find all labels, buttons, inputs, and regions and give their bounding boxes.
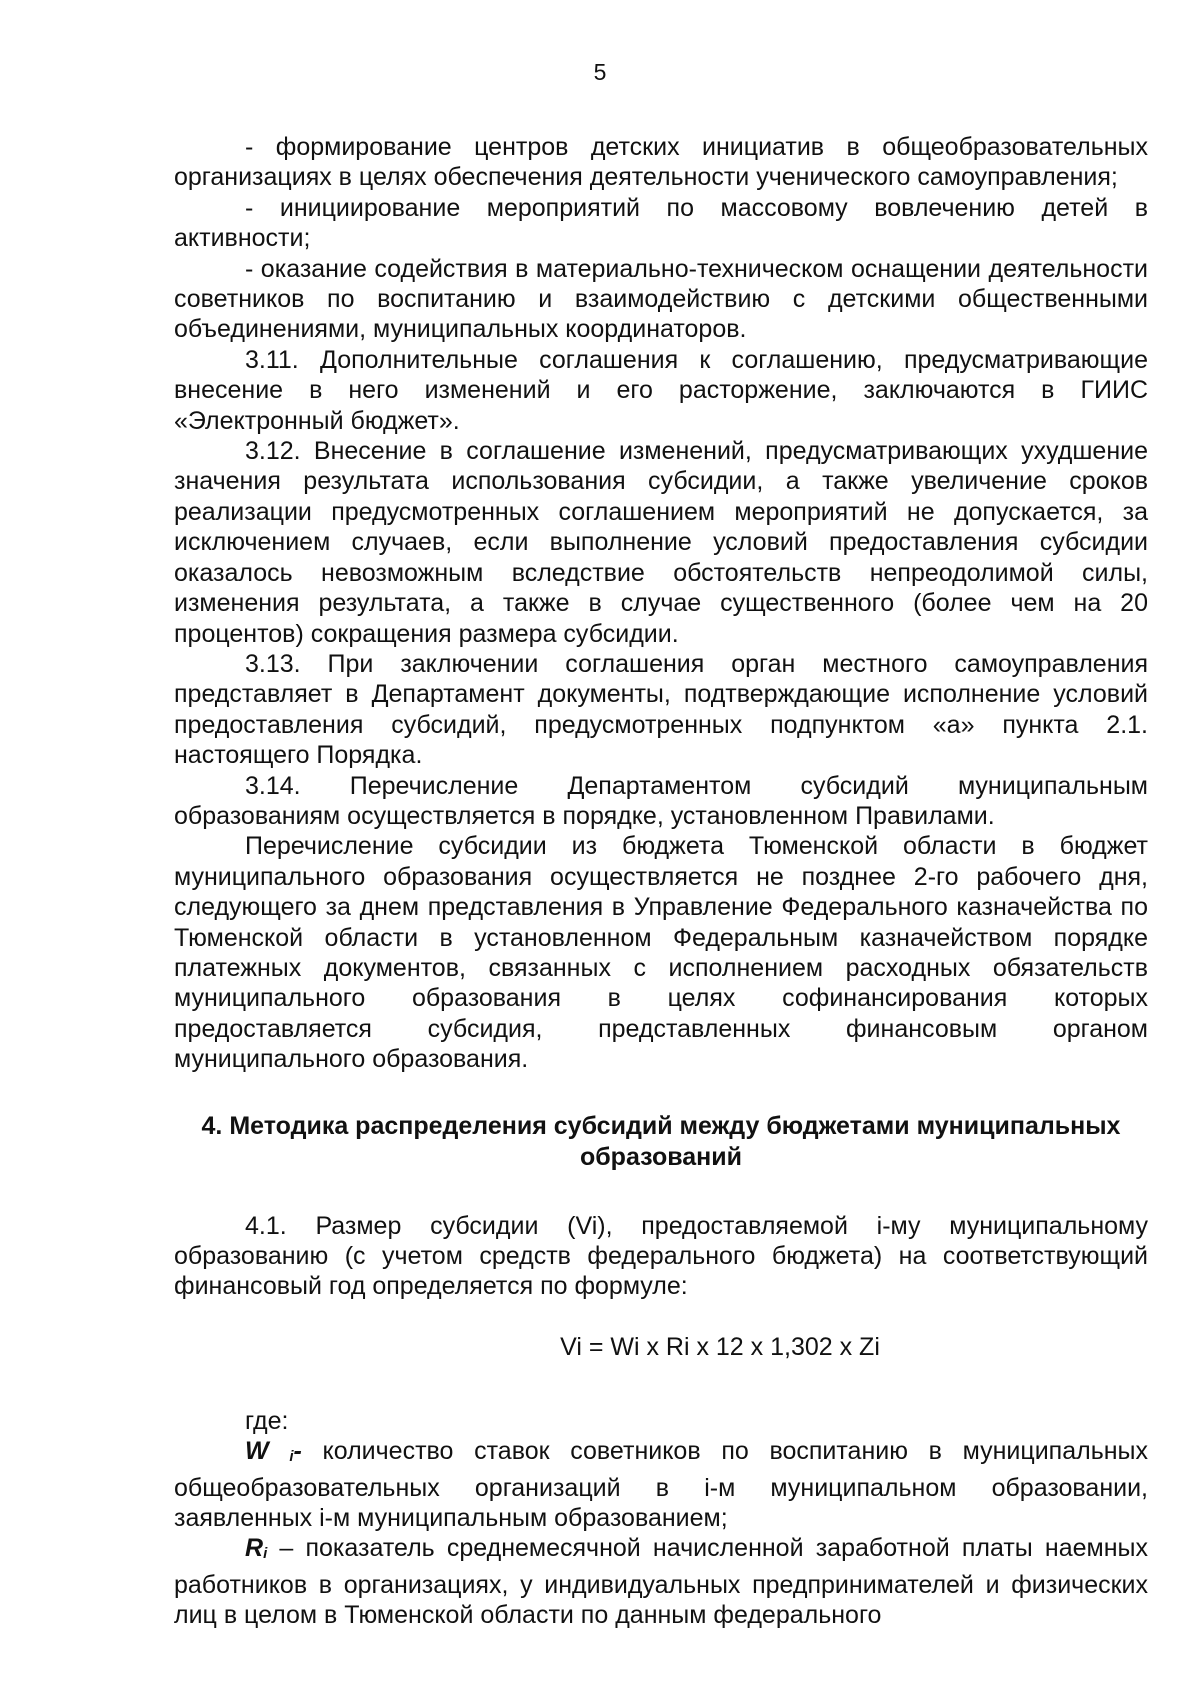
where-label: где: <box>245 1406 289 1435</box>
variable-r-symbol: Ri <box>245 1534 268 1563</box>
clause-3-11: 3.11. Дополнительные соглашения к соглашению, предусматривающие внесение в него изменений и его расторжение, заключаются в ГИИС «Электронный бюджет». <box>174 345 1148 435</box>
clause-3-13: 3.13. При заключении соглашения орган местного самоуправления представляет в Департамент документы, подтверждающие исполнение условий предоставления субсидий, предусмотренных подпунктом «а» пункта 2.1. настоящего Порядка. <box>174 649 1148 770</box>
definition-r-text: – показатель среднемесячной начисленной заработной платы наемных работников в организациях, у индивидуальных предпринимателей и физических лиц в целом в Тюменской области по данным федерального <box>174 1534 1148 1630</box>
clause-4-1: 4.1. Размер субсидии (Vi), предоставляемой i-му муниципальному образованию (с учетом средств федерального бюджета) на соответствующий финансовый год определяется по формуле: <box>174 1211 1148 1301</box>
formula-spacer <box>174 1362 1148 1406</box>
definition-w <box>174 1436 1148 1533</box>
list-item-initiation: - инициирование мероприятий по массовому вовлечению детей в активности; <box>174 193 1148 253</box>
section-4-heading: 4. Методика распределения субсидий между бюджетами муниципальных образований <box>201 1111 1121 1171</box>
variable-w-symbol: W i- <box>245 1437 302 1466</box>
definition-r <box>174 1533 1148 1630</box>
list-item-assistance: - оказание содействия в материально-техническом оснащении деятельности советников по воспитанию и взаимодействию с детскими общественными объединениями, муниципальных координаторов. <box>174 254 1148 344</box>
subsidy-formula: Vi = Wi x Ri x 12 x 1,302 x Zi <box>560 1332 880 1361</box>
document-body <box>174 132 1148 1631</box>
clause-transfer: Перечисление субсидии из бюджета Тюменской области в бюджет муниципального образования осуществляется не позднее 2-го рабочего дня, следующего за днем представления в Управление Федерального казначейства по Тюменской области в установленном Федеральным казначейством порядке платежных документов, связанных с исполнением расходных обязательств муниципального образования в целях софинансирования которых предоставляется субсидия, представленных финансовым органом муниципального образования. <box>174 832 1148 1074</box>
clause-3-12: 3.12. Внесение в соглашение изменений, предусматривающих ухудшение значения результата использования субсидии, а также увеличение сроков реализации предусмотренных соглашением мероприятий не допускается, за исключением случаев, если выполнение условий предоставления субсидии оказалось невозможным вследствие обстоятельств непреодолимой силы, изменения результата, а также в случае существенного (более чем на 20 процентов) сокращения размера субсидии. <box>174 437 1148 648</box>
definition-w-text: количество ставок советников по воспитанию в муниципальных общеобразовательных организаций в i-м муниципальном образовании, заявленных i-м муниципальным образованием; <box>174 1437 1148 1533</box>
clause-3-14: 3.14. Перечисление Департаментом субсидий муниципальным образованиям осуществляется в порядке, установленном Правилами. <box>174 771 1148 830</box>
page-number: 5 <box>593 59 607 85</box>
list-item-centers: - формирование центров детских инициатив в общеобразовательных организациях в целях обеспечения деятельности ученического самоуправления; <box>174 133 1148 192</box>
